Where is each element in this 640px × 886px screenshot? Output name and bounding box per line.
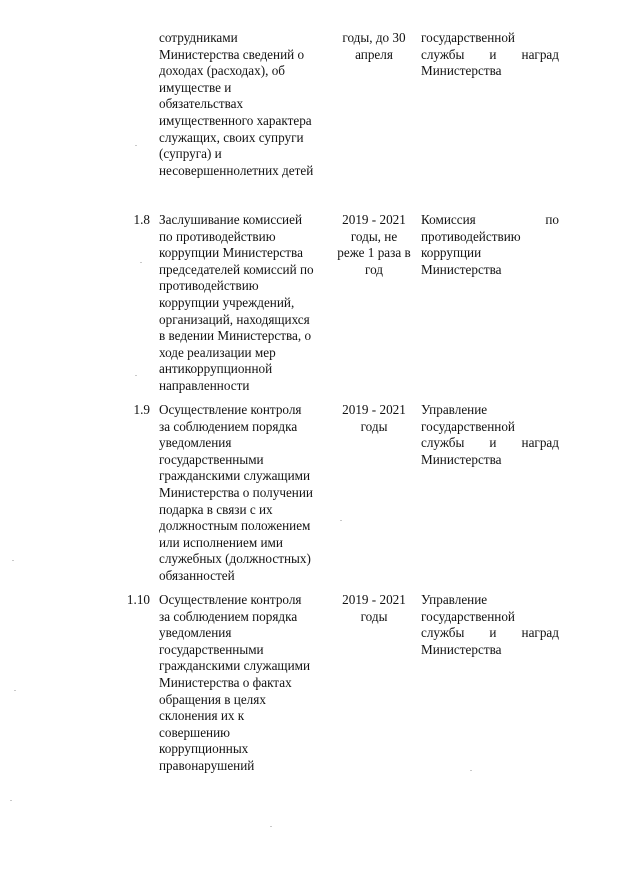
- item-description: Осуществление контроля за соблюдением порядка уведомления государственными гражданскими служащими Министерства о фактах обращения в целях склонения их к совершению коррупционных правонарушений: [159, 592, 311, 773]
- responsible-line: противодействию: [421, 228, 521, 244]
- item-description: сотрудниками Министерства сведений о доходах (расходах), об имуществе и обязательствах имущественного характера служащих, своих супруги (супруга) и несовершеннолетних детей: [159, 30, 314, 178]
- item-term: 2019 - 2021 годы: [342, 402, 406, 434]
- item-number: 1.9: [133, 402, 150, 417]
- item-responsible: [421, 212, 559, 278]
- responsible-line: государственной: [421, 418, 515, 434]
- scan-speck: [340, 520, 342, 521]
- scan-speck: [135, 375, 137, 376]
- responsible-line: Министерства: [421, 641, 502, 657]
- responsible-line: государственной: [421, 608, 515, 624]
- scan-speck: [14, 690, 16, 691]
- item-responsible: [421, 402, 559, 468]
- item-number: 1.8: [133, 212, 150, 227]
- scan-speck: [10, 800, 12, 801]
- item-description: Осуществление контроля за соблюдением порядка уведомления государственными гражданскими служащими Министерства о получении подарка в связи с их должностным положением или исполнением ими служебных (должностных) обязанностей: [159, 402, 313, 583]
- responsible-line: Министерства: [421, 451, 502, 467]
- responsible-line: службы и наград: [421, 46, 559, 62]
- responsible-line: службы и наград: [421, 435, 559, 451]
- scan-speck: [140, 262, 142, 263]
- responsible-line: Управление: [421, 592, 488, 607]
- responsible-line: государственной: [421, 30, 515, 45]
- responsible-line: службы и наград: [421, 625, 559, 641]
- responsible-line: Комиссия по: [421, 212, 559, 227]
- responsible-line: Министерства: [421, 261, 502, 277]
- scan-speck: [470, 770, 472, 771]
- scan-speck: [12, 560, 14, 561]
- item-responsible: [421, 592, 559, 658]
- item-term: 2019 - 2021 годы: [342, 592, 406, 624]
- responsible-line: Министерства: [421, 63, 502, 79]
- item-description: Заслушивание комиссией по противодействию коррупции Министерства председателей комиссий по противодействию коррупции учреждений, организаций, находящихся в ведении Министерства, о ходе реализации мер антикоррупционной направленности: [159, 212, 314, 393]
- responsible-line: Управление: [421, 402, 488, 417]
- scan-speck: [270, 826, 272, 827]
- item-term: 2019 - 2021 годы, не реже 1 раза в год: [337, 212, 411, 277]
- item-responsible: [421, 30, 559, 80]
- item-number: 1.10: [126, 592, 150, 607]
- item-term: годы, до 30 апреля: [342, 30, 406, 62]
- responsible-line: коррупции: [421, 245, 482, 261]
- scan-speck: [135, 145, 137, 146]
